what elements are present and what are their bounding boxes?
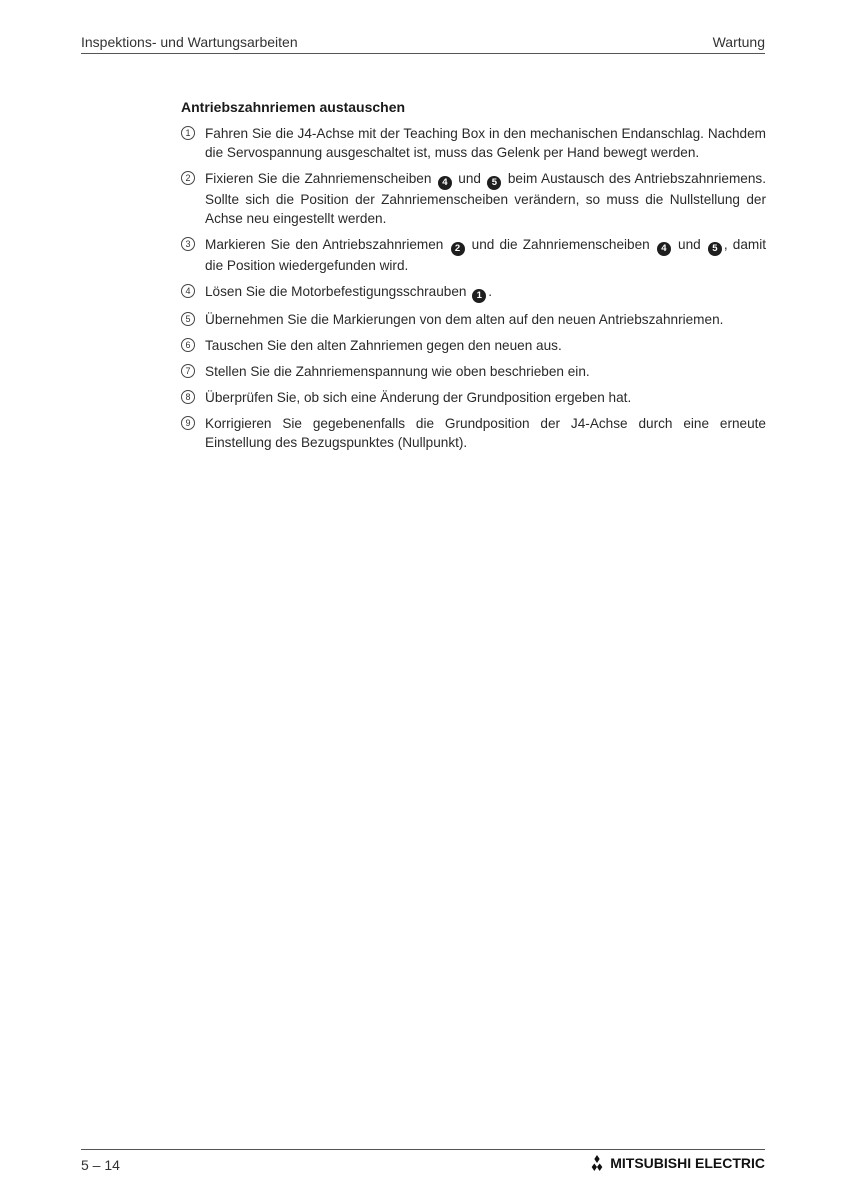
step-text: Markieren Sie den Antriebszahnriemen [205,237,449,252]
step-text: Lösen Sie die Motorbefestigungsschrauben [205,284,471,299]
step-number: 7 [181,364,195,378]
main-content [181,99,766,459]
step-item [181,282,766,303]
step-text: Fixieren Sie die Zahnriemenscheiben [205,171,436,186]
step-number: 2 [181,171,195,185]
step-text: Überprüfen Sie, ob sich eine Änderung der Grundposition ergeben hat. [205,390,632,405]
brand [587,1155,765,1171]
step-text: Fahren Sie die J4-Achse mit der Teaching Box in den mechanischen Endanschlag. Nachdem die Servospannung ausgeschaltet ist, muss das Gelenk per Hand bewegt werden. [205,126,766,160]
step-text: beim Austausch des Antriebszahnriemens. Sollte sich die Position der Zahnriemenscheiben verändern, so muss die Nullstellung der Achse neu eingestellt werden. [205,171,766,226]
step-item [181,336,766,355]
step-number: 9 [181,416,195,430]
brand-name: MITSUBISHI ELECTRIC [610,1155,765,1171]
component-reference-badge: 2 [451,242,465,256]
header-chapter-title: Inspektions- und Wartungsarbeiten [81,34,298,50]
step-number: 5 [181,312,195,326]
step-item [181,235,766,275]
step-item [181,310,766,329]
page-header [81,31,765,54]
step-text: . [488,284,493,299]
step-text: und [672,237,706,252]
component-reference-badge: 1 [472,289,486,303]
header-section-title: Wartung [712,34,765,50]
step-text: Tauschen Sie den alten Zahnriemen gegen den neuen aus. [205,338,562,353]
step-item [181,414,766,452]
step-text: und [453,171,486,186]
step-number: 3 [181,237,195,251]
section-heading: Antriebszahnriemen austauschen [181,99,406,115]
step-item [181,169,766,228]
page-number: 5 – 14 [81,1157,120,1173]
step-number: 4 [181,284,195,298]
component-reference-badge: 4 [438,176,452,190]
page-footer [81,1149,765,1174]
component-reference-badge: 4 [657,242,671,256]
mitsubishi-logo-icon [587,1155,607,1171]
step-item [181,124,766,162]
step-text: und die Zahnriemenscheiben [466,237,655,252]
step-text: , damit die Position wiedergefunden wird. [205,237,767,273]
step-number: 1 [181,126,195,140]
step-item [181,362,766,381]
step-text: Korrigieren Sie gegebenenfalls die Grundposition der J4-Achse durch eine erneute Einstellung des Bezugspunktes (Nullpunkt). [205,416,766,450]
steps-list [181,124,766,452]
step-number: 6 [181,338,195,352]
step-number: 8 [181,390,195,404]
step-text: Stellen Sie die Zahnriemenspannung wie oben beschrieben ein. [205,364,590,379]
step-text: Übernehmen Sie die Markierungen von dem alten auf den neuen Antriebszahnriemen. [205,312,724,327]
step-item [181,388,766,407]
component-reference-badge: 5 [487,176,501,190]
component-reference-badge: 5 [708,242,722,256]
